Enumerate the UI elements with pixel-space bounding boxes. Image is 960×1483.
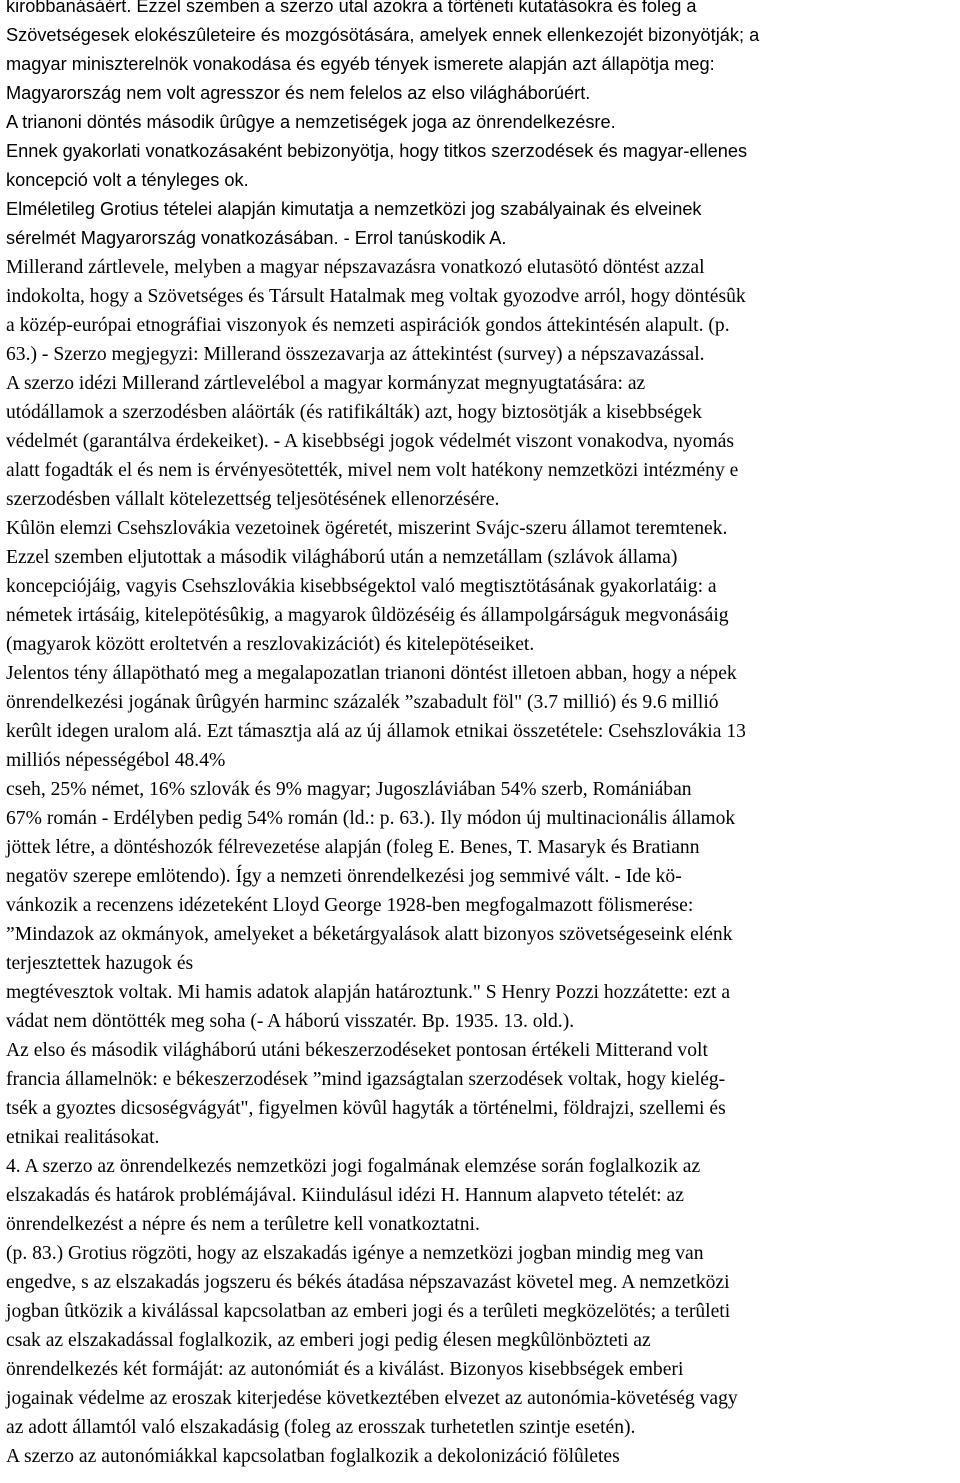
text-line: kirobbanásáért. Ezzel szemben a szerzo utal azokra a történeti kutatásokra és foleg a [6, 0, 697, 16]
text-line: koncepció volt a tényleges ok. [6, 170, 249, 190]
text-line: alatt fogadták el és nem is érvényesötették, mivel nem volt hatékony nemzetközi intézmény e [6, 460, 739, 481]
text-line: Elméletileg Grotius tételei alapján kimutatja a nemzetközi jog szabályainak és elveinek [6, 199, 702, 219]
serif-text-block [6, 253, 956, 1471]
text-line: védelmét (garantálva érdekeiket). - A kisebbségi jogok védelmét viszont vonakodva, nyomás [6, 431, 735, 452]
text-line: az adott államtól való elszakadásig (foleg az erosszak turhetetlen szintje esetén). [6, 1417, 636, 1438]
text-line: Az elso és második világháború utáni békeszerzodéseket pontosan értékeli Mitterand volt [6, 1040, 708, 1061]
text-line: Magyarország nem volt agresszor és nem felelos az elso világháborúért. [6, 83, 591, 103]
text-line: Ennek gyakorlati vonatkozásaként bebizonyötja, hogy titkos szerzodések és magyar-ellenes [6, 141, 748, 161]
text-line: Millerand zártlevele, melyben a magyar népszavazásra vonatkozó elutasötó döntést azzal [6, 257, 705, 278]
text-line: cseh, 25% német, 16% szlovák és 9% magyar; Jugoszláviában 54% szerb, Romániában [6, 779, 692, 800]
text-line: etnikai realitásokat. [6, 1127, 160, 1148]
text-line: Jelentos tény állapötható meg a megalapozatlan trianoni döntést illetoen abban, hogy a népek [6, 663, 737, 684]
text-line: milliós népességébol 48.4% [6, 750, 226, 771]
text-line: Szövetségesek elokészûleteire és mozgósötására, amelyek ennek ellenkezojét bizonyötják; a [6, 25, 760, 45]
text-line: indokolta, hogy a Szövetséges és Társult Hatalmak meg voltak gyozodve arról, hogy döntésûk [6, 286, 746, 307]
text-line: önrendelkezési jogának ûrûgyén harminc százalék ”szabadult föl" (3.7 millió) és 9.6 millió [6, 692, 719, 713]
text-line: Kûlön elemzi Csehszlovákia vezetoinek ögéretét, miszerint Svájc-szeru államot teremtenek. [6, 518, 728, 539]
text-line: tsék a gyoztes dicsoségvágyát", figyelmen kövûl hagyták a történelmi, földrajzi, szellemi és [6, 1098, 726, 1119]
text-line: 67% román - Erdélyben pedig 54% román (ld.: p. 63.). Ily módon új multinacionális államok [6, 808, 736, 829]
text-line: A szerzo az autonómiákkal kapcsolatban foglalkozik a dekolonizáció fölûletes [6, 1446, 620, 1467]
text-line: 4. A szerzo az önrendelkezés nemzetközi jogi fogalmának elemzése során foglalkozik az [6, 1156, 701, 1177]
text-line: Ezzel szemben eljutottak a második világháború után a nemzetállam (szlávok állama) [6, 547, 678, 568]
text-line: 63.) - Szerzo megjegyzi: Millerand összezavarja az áttekintést (survey) a népszavazással. [6, 344, 705, 365]
text-line: önrendelkezés két formáját: az autonómiát és a kiválást. Bizonyos kisebbségek emberi [6, 1359, 684, 1380]
text-line: sérelmét Magyarország vonatkozásában. - Errol tanúskodik A. [6, 228, 507, 248]
text-line: jogainak védelme az eroszak kiterjedése következtében elvezet az autonómia-követéség vagy [6, 1388, 738, 1409]
text-line: engedve, s az elszakadás jogszeru és békés átadása népszavazást követel meg. A nemzetközi [6, 1272, 730, 1293]
text-line: utódállamok a szerzodésben aláörták (és ratifikálták) azt, hogy biztosötják a kisebbségek [6, 402, 702, 423]
text-line: vánkozik a recenzens idézeteként Lloyd George 1928-ben megfogalmazott fölismerése: [6, 895, 694, 916]
text-line: francia államelnök: e békeszerzodések ”mind igazságtalan szerzodések voltak, hogy kielég- [6, 1069, 726, 1090]
text-line: A trianoni döntés második ûrûgye a nemzetiségek joga az önrendelkezésre. [6, 112, 616, 132]
text-line: szerzodésben vállalt kötelezettség teljesötésének ellenorzésére. [6, 489, 500, 510]
sans-text-block [6, 0, 956, 253]
text-line: terjesztettek hazugok és [6, 953, 194, 974]
text-line: (magyarok között eroltetvén a reszlovakizációt) és kitelepötéseiket. [6, 634, 535, 655]
text-line: németek irtásáig, kitelepötésûkig, a magyarok ûldözéséig és állampolgárságuk megvonásáig [6, 605, 729, 626]
text-line: önrendelkezést a népre és nem a terûletre kell vonatkoztatni. [6, 1214, 480, 1235]
text-line: kerûlt idegen uralom alá. Ezt támasztja alá az új államok etnikai összetétele: Csehszlovákia 13 [6, 721, 746, 742]
text-line: vádat nem döntötték meg soha (- A háború visszatér. Bp. 1935. 13. old.). [6, 1011, 575, 1032]
text-line: elszakadás és határok problémájával. Kiindulásul idézi H. Hannum alapveto tételét: az [6, 1185, 684, 1206]
text-line: csak az elszakadással foglalkozik, az emberi jogi pedig élesen megkûlönbözteti az [6, 1330, 651, 1351]
text-line: (p. 83.) Grotius rögzöti, hogy az elszakadás igénye a nemzetközi jogban mindig meg van [6, 1243, 704, 1264]
text-line: A szerzo idézi Millerand zártlevelébol a magyar kormányzat megnyugtatására: az [6, 373, 646, 394]
text-line: ”Mindazok az okmányok, amelyeket a béketárgyalások alatt bizonyos szövetségeseink elénk [6, 924, 733, 945]
text-line: koncepciójáig, vagyis Csehszlovákia kisebbségektol való megtisztötásának gyakorlatáig: a [6, 576, 717, 597]
text-line: megtévesztok voltak. Mi hamis adatok alapján határoztunk." S Henry Pozzi hozzátette: ezt a [6, 982, 731, 1003]
text-line: jogban ûtközik a kiválással kapcsolatban az emberi jogi és a terûleti megközelötés; a terûleti [6, 1301, 731, 1322]
text-line: magyar miniszterelnök vonakodása és egyéb tények ismerete alapján azt állapötja meg: [6, 54, 715, 74]
text-line: jöttek létre, a döntéshozók félrevezetése alapján (foleg E. Benes, T. Masaryk és Bratiann [6, 837, 700, 858]
text-line: negatöv szerepe emlötendo). Így a nemzeti önrendelkezési jog semmivé vált. - Ide kö- [6, 866, 682, 887]
text-line: a közép-európai etnográfiai viszonyok és nemzeti aspirációk gondos áttekintésén alapult. (p. [6, 315, 730, 336]
